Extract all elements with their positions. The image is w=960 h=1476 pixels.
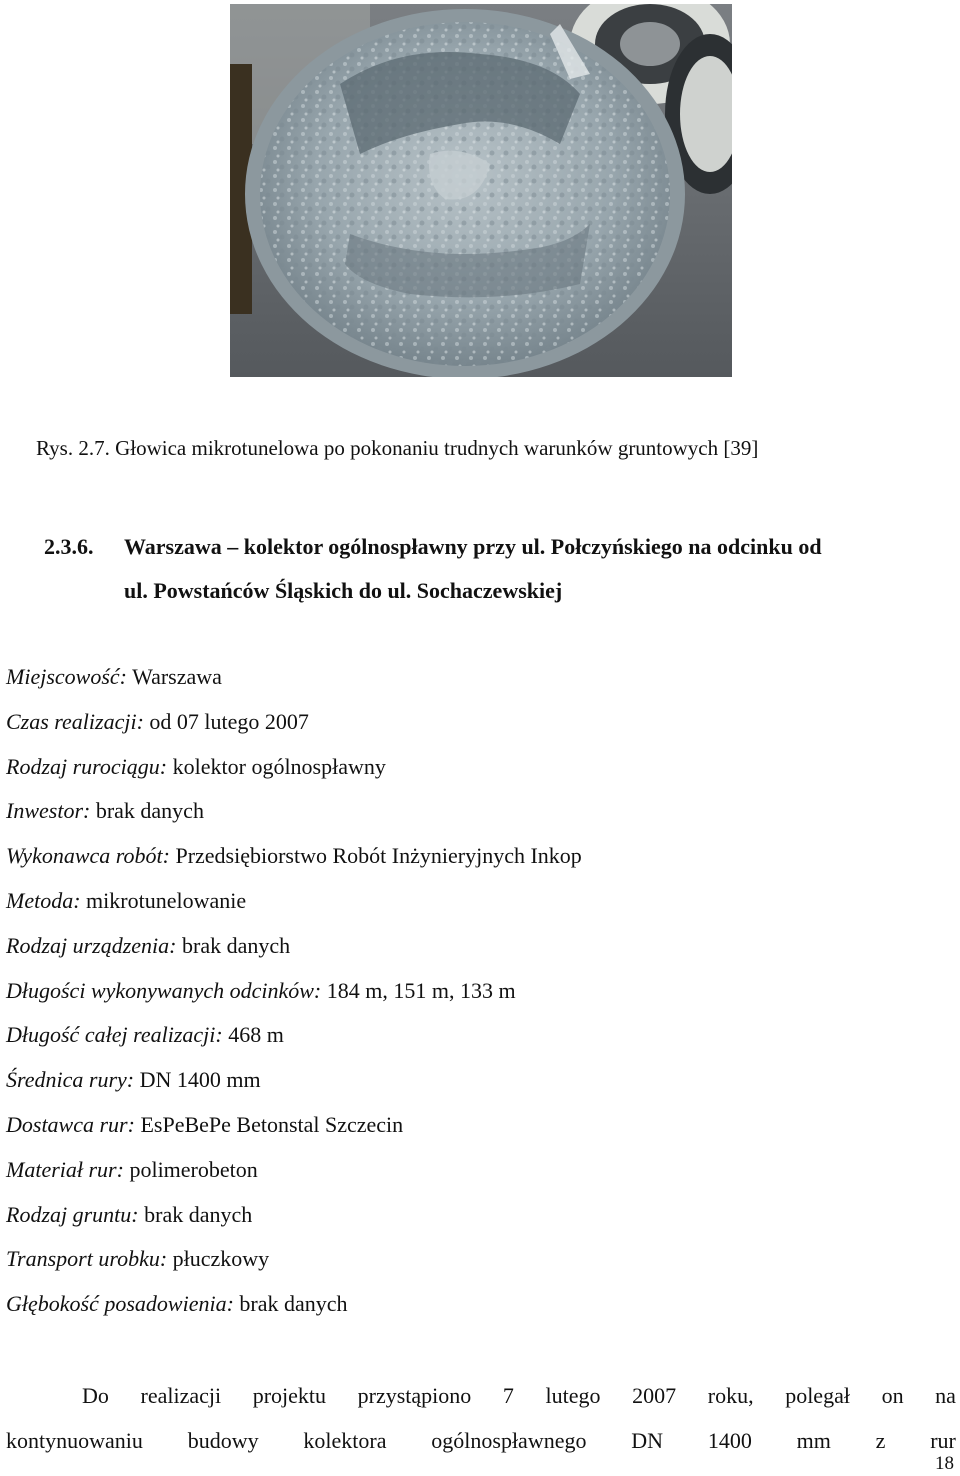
- field-label: Inwestor:: [6, 798, 91, 824]
- word: lutego: [545, 1383, 601, 1408]
- word: Do: [82, 1383, 109, 1408]
- paragraph-line-2: [6, 1418, 956, 1463]
- field-label: Długości wykonywanych odcinków:: [6, 977, 322, 1003]
- field-value: brak danych: [239, 1291, 348, 1317]
- word: 2007: [632, 1383, 677, 1408]
- section-heading: [44, 525, 956, 613]
- word: DN: [631, 1428, 664, 1453]
- field-inwestor: [6, 789, 946, 834]
- field-transport-urobku: [6, 1237, 946, 1282]
- word: rur: [930, 1428, 956, 1453]
- field-czas-realizacji: [6, 700, 946, 745]
- field-label: Dostawca rur:: [6, 1111, 135, 1137]
- page-number: 18: [935, 1453, 954, 1474]
- field-dostawca-rur: [6, 1103, 946, 1148]
- word: budowy: [187, 1428, 259, 1453]
- field-label: Długość całej realizacji:: [6, 1022, 223, 1048]
- field-srednica-rury: [6, 1058, 946, 1103]
- field-dlugosci-odcinkow: [6, 969, 946, 1014]
- field-rodzaj-urzadzenia: [6, 924, 946, 969]
- field-value: 184 m, 151 m, 133 m: [326, 977, 516, 1003]
- field-value: Warszawa: [132, 664, 222, 689]
- field-label: Rodzaj rurociągu:: [6, 753, 168, 779]
- word: 1400: [707, 1428, 752, 1453]
- field-metoda: [6, 879, 946, 924]
- field-value: płuczkowy: [172, 1246, 270, 1272]
- section-heading-line-1: [44, 525, 956, 569]
- field-label: Rodzaj gruntu:: [6, 1201, 139, 1227]
- field-material-rur: [6, 1148, 946, 1193]
- figure-caption: Rys. 2.7. Głowica mikrotunelowa po pokonaniu trudnych warunków gruntowych [39]: [36, 436, 759, 460]
- word: kontynuowaniu: [6, 1428, 143, 1453]
- field-value: od 07 lutego 2007: [149, 708, 309, 734]
- field-label: Głębokość posadowienia:: [6, 1291, 234, 1317]
- field-label: Wykonawca robót:: [6, 843, 170, 869]
- word: mm: [796, 1428, 831, 1453]
- word: projektu: [252, 1383, 327, 1408]
- field-value: brak danych: [95, 798, 204, 824]
- field-label: Metoda:: [6, 887, 81, 913]
- field-label: Transport urobku:: [6, 1246, 168, 1272]
- field-value: polimerobeton: [129, 1156, 258, 1182]
- microtunnel-head-illustration: [230, 4, 732, 377]
- word: polegał: [785, 1383, 850, 1408]
- section-number: 2.3.6.: [44, 534, 94, 559]
- field-label: Czas realizacji:: [6, 708, 144, 734]
- section-title-line-2: ul. Powstańców Śląskich do ul. Sochaczewskiej: [124, 578, 563, 603]
- field-value: brak danych: [182, 932, 291, 958]
- field-value: brak danych: [144, 1201, 253, 1227]
- word: 7: [502, 1383, 514, 1408]
- project-details-list: [6, 655, 946, 1327]
- field-label: Średnica rury:: [6, 1067, 135, 1093]
- field-value: Przedsiębiorstwo Robót Inżynieryjnych Inkop: [175, 843, 582, 869]
- field-rodzaj-rurociagu: [6, 745, 946, 790]
- field-glebokosc-posadowienia: [6, 1282, 946, 1327]
- paragraph-line-1: [6, 1373, 956, 1418]
- figure-photo-microtunnel-head: [230, 4, 732, 377]
- word: na: [935, 1383, 956, 1408]
- field-value: DN 1400 mm: [139, 1067, 261, 1093]
- field-value: EsPeBePe Betonstal Szczecin: [140, 1111, 404, 1137]
- field-rodzaj-gruntu: [6, 1193, 946, 1238]
- field-value: mikrotunelowanie: [86, 887, 247, 913]
- body-paragraph: [6, 1373, 956, 1463]
- field-label: Materiał rur:: [6, 1156, 124, 1182]
- field-wykonawca: [6, 834, 946, 879]
- field-dlugosc-realizacji: [6, 1013, 946, 1058]
- word: przystąpiono: [357, 1383, 472, 1408]
- word: ogólnospławnego: [431, 1428, 587, 1453]
- field-value: kolektor ogólnospławny: [172, 753, 386, 779]
- field-label: Rodzaj urządzenia:: [6, 932, 177, 958]
- word: roku,: [707, 1383, 754, 1408]
- word: realizacji: [140, 1383, 222, 1408]
- word: kolektora: [303, 1428, 387, 1453]
- section-title-line-1: Warszawa – kolektor ogólnospławny przy ul. Połczyńskiego na odcinku od: [124, 534, 822, 559]
- field-label: Miejscowość:: [6, 664, 127, 689]
- field-miejscowosc: [6, 655, 946, 700]
- field-value: 468 m: [228, 1022, 284, 1048]
- word: z: [875, 1428, 886, 1453]
- word: on: [881, 1383, 904, 1408]
